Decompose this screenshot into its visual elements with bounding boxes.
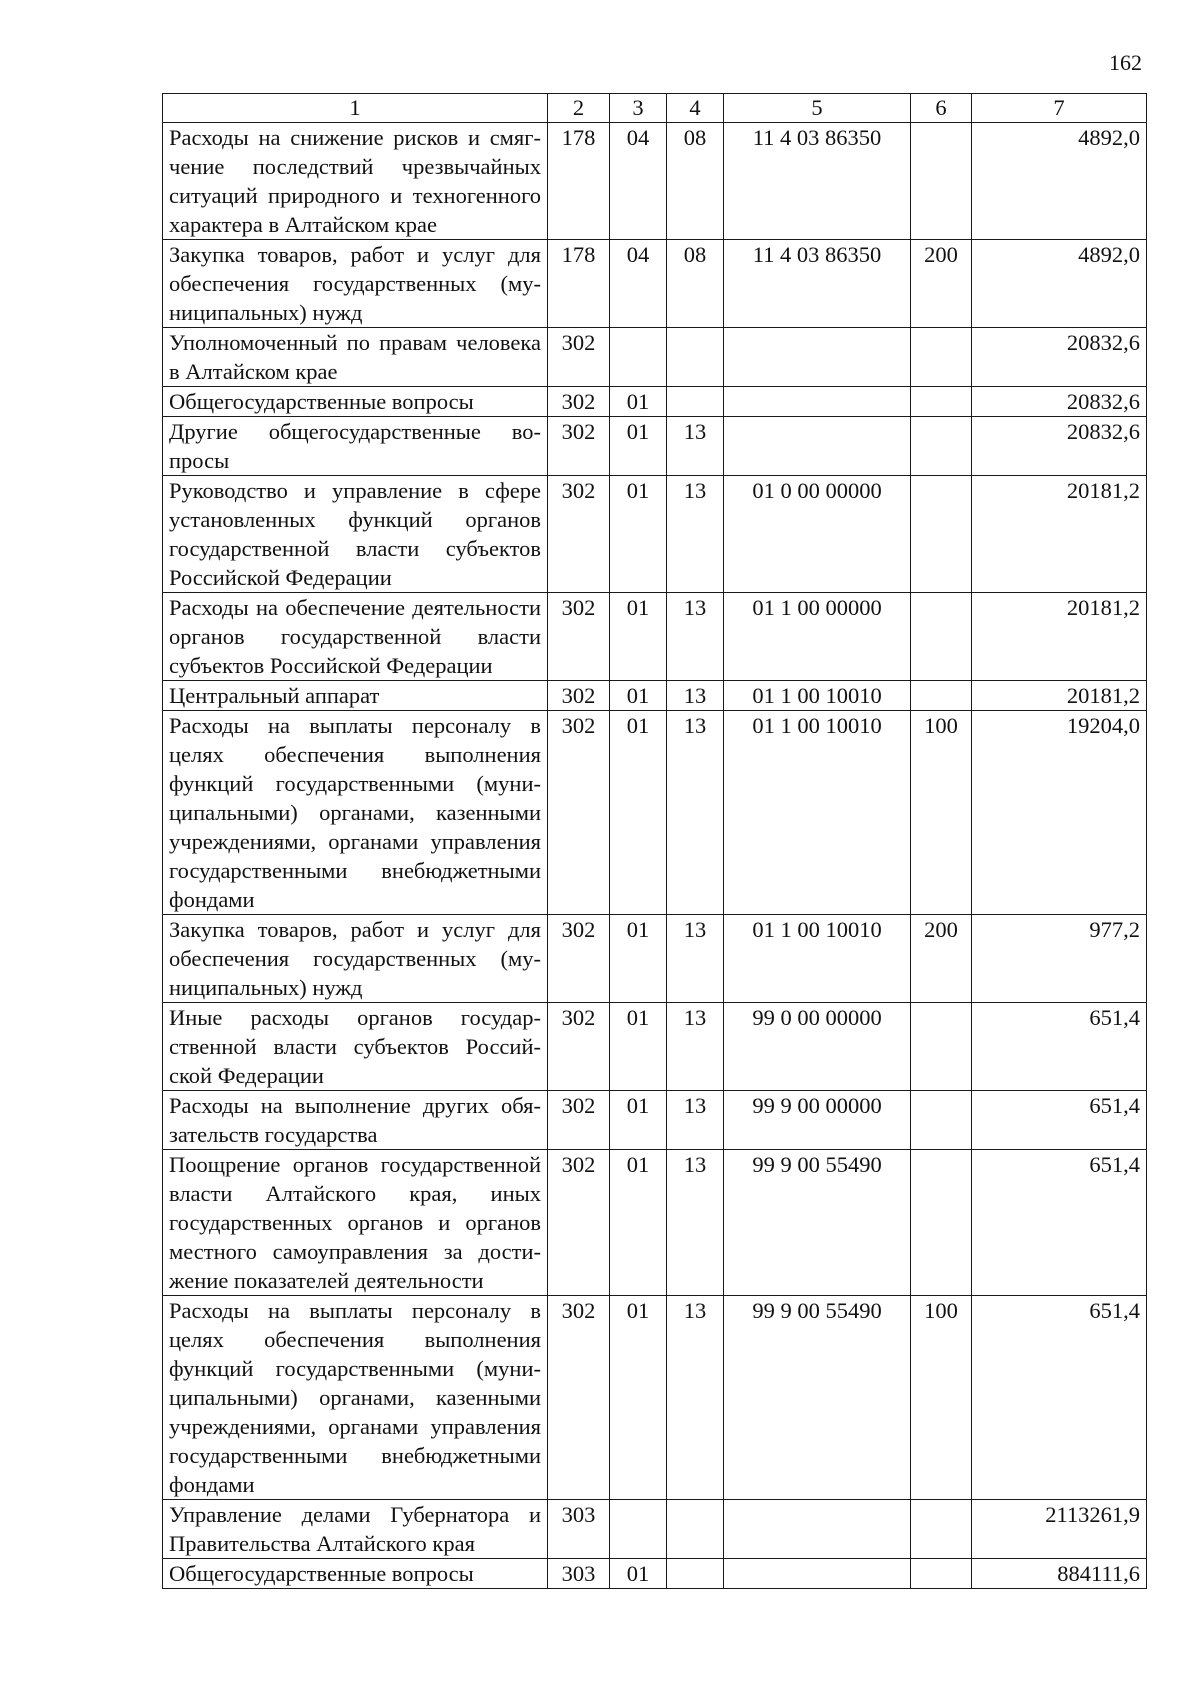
- target-article-cell: 01 0 00 00000: [724, 476, 911, 593]
- section-code-cell: [610, 1500, 667, 1559]
- page-number: 162: [1109, 50, 1142, 75]
- ministry-code-cell: 302: [548, 681, 610, 711]
- expense-name-cell: Руководство и управление в сфере установленных функций органов государственной власти субъектов Российской Федерации: [163, 476, 548, 593]
- amount-cell: 651,4: [972, 1003, 1147, 1091]
- amount-cell: 20181,2: [972, 476, 1147, 593]
- table-row: [163, 1003, 1147, 1091]
- subsection-code-cell: 13: [667, 1003, 724, 1091]
- section-code-cell: 01: [610, 593, 667, 681]
- expense-type-cell: [911, 417, 972, 476]
- subsection-code-cell: 13: [667, 593, 724, 681]
- expense-name-cell: Поощрение органов государственной власти Алтайского края, иных государственных органов и органов местного самоуправления за достижение показателей деятельности: [163, 1150, 548, 1296]
- expense-type-cell: [911, 123, 972, 240]
- amount-cell: 977,2: [972, 915, 1147, 1003]
- table-row: [163, 711, 1147, 915]
- target-article-cell: 01 1 00 10010: [724, 711, 911, 915]
- target-article-cell: [724, 1559, 911, 1589]
- expense-name-cell: Общегосударственные вопросы: [163, 1559, 548, 1589]
- column-header: 3: [610, 94, 667, 123]
- ministry-code-cell: 302: [548, 1091, 610, 1150]
- expense-name-cell: Иные расходы органов государственной власти субъектов Российской Федерации: [163, 1003, 548, 1091]
- table-row: [163, 1296, 1147, 1500]
- ministry-code-cell: 302: [548, 711, 610, 915]
- ministry-code-cell: 302: [548, 1150, 610, 1296]
- target-article-cell: 01 1 00 00000: [724, 593, 911, 681]
- table-row: [163, 328, 1147, 387]
- expense-name-cell: Расходы на обеспечение деятельности органов государственной власти субъектов Российской Федерации: [163, 593, 548, 681]
- target-article-cell: 11 4 03 86350: [724, 240, 911, 328]
- table-row: [163, 1091, 1147, 1150]
- expense-name-cell: Центральный аппарат: [163, 681, 548, 711]
- table-body: [163, 123, 1147, 1589]
- amount-cell: 651,4: [972, 1091, 1147, 1150]
- expense-name-cell: Уполномоченный по правам человека в Алтайском крае: [163, 328, 548, 387]
- amount-cell: 20832,6: [972, 387, 1147, 417]
- ministry-code-cell: 302: [548, 593, 610, 681]
- column-header: 7: [972, 94, 1147, 123]
- ministry-code-cell: 178: [548, 240, 610, 328]
- subsection-code-cell: 08: [667, 240, 724, 328]
- ministry-code-cell: 302: [548, 1296, 610, 1500]
- expense-name-cell: Другие общегосударственные вопросы: [163, 417, 548, 476]
- table-row: [163, 417, 1147, 476]
- expense-type-cell: [911, 681, 972, 711]
- section-code-cell: 01: [610, 387, 667, 417]
- column-header: 5: [724, 94, 911, 123]
- amount-cell: 884111,6: [972, 1559, 1147, 1589]
- table-header-row: [163, 94, 1147, 123]
- expense-type-cell: [911, 1150, 972, 1296]
- amount-cell: 4892,0: [972, 123, 1147, 240]
- target-article-cell: 01 1 00 10010: [724, 915, 911, 1003]
- ministry-code-cell: 302: [548, 1003, 610, 1091]
- section-code-cell: 01: [610, 1296, 667, 1500]
- section-code-cell: 04: [610, 240, 667, 328]
- column-header: 6: [911, 94, 972, 123]
- amount-cell: 19204,0: [972, 711, 1147, 915]
- target-article-cell: [724, 328, 911, 387]
- column-header: 2: [548, 94, 610, 123]
- expense-type-cell: [911, 328, 972, 387]
- table-row: [163, 1150, 1147, 1296]
- section-code-cell: 01: [610, 1091, 667, 1150]
- expense-name-cell: Расходы на выплаты персоналу в целях обеспечения выполнения функций государственными (муниципальными) органами, казенными учреждениями, органами управления государственными внебюджетными фондами: [163, 1296, 548, 1500]
- section-code-cell: 01: [610, 1150, 667, 1296]
- amount-cell: 2113261,9: [972, 1500, 1147, 1559]
- expense-name-cell: Закупка товаров, работ и услуг для обеспечения государственных (муниципальных) нужд: [163, 915, 548, 1003]
- target-article-cell: 99 9 00 55490: [724, 1296, 911, 1500]
- column-header: 4: [667, 94, 724, 123]
- subsection-code-cell: [667, 1559, 724, 1589]
- section-code-cell: 01: [610, 681, 667, 711]
- subsection-code-cell: [667, 1500, 724, 1559]
- section-code-cell: 01: [610, 1003, 667, 1091]
- table-row: [163, 123, 1147, 240]
- subsection-code-cell: 08: [667, 123, 724, 240]
- expense-name-cell: Расходы на снижение рисков и смягчение последствий чрезвычайных ситуаций природного и техногенного характера в Алтайском крае: [163, 123, 548, 240]
- ministry-code-cell: 302: [548, 328, 610, 387]
- table-row: [163, 681, 1147, 711]
- subsection-code-cell: [667, 387, 724, 417]
- expense-type-cell: [911, 1500, 972, 1559]
- expense-type-cell: 200: [911, 240, 972, 328]
- expense-type-cell: 200: [911, 915, 972, 1003]
- amount-cell: 651,4: [972, 1296, 1147, 1500]
- subsection-code-cell: 13: [667, 681, 724, 711]
- expense-type-cell: [911, 387, 972, 417]
- target-article-cell: 11 4 03 86350: [724, 123, 911, 240]
- expense-name-cell: Общегосударственные вопросы: [163, 387, 548, 417]
- ministry-code-cell: 303: [548, 1559, 610, 1589]
- amount-cell: 20832,6: [972, 328, 1147, 387]
- table-row: [163, 387, 1147, 417]
- subsection-code-cell: 13: [667, 417, 724, 476]
- ministry-code-cell: 302: [548, 915, 610, 1003]
- target-article-cell: 99 9 00 00000: [724, 1091, 911, 1150]
- subsection-code-cell: 13: [667, 1296, 724, 1500]
- amount-cell: 20181,2: [972, 593, 1147, 681]
- subsection-code-cell: 13: [667, 1091, 724, 1150]
- section-code-cell: 04: [610, 123, 667, 240]
- ministry-code-cell: 302: [548, 417, 610, 476]
- expense-type-cell: 100: [911, 711, 972, 915]
- target-article-cell: 01 1 00 10010: [724, 681, 911, 711]
- expense-name-cell: Расходы на выполнение других обязательств государства: [163, 1091, 548, 1150]
- target-article-cell: [724, 387, 911, 417]
- expense-type-cell: [911, 1559, 972, 1589]
- expense-type-cell: [911, 476, 972, 593]
- table-row: [163, 1500, 1147, 1559]
- budget-table: [162, 93, 1147, 1589]
- subsection-code-cell: 13: [667, 915, 724, 1003]
- amount-cell: 651,4: [972, 1150, 1147, 1296]
- target-article-cell: [724, 417, 911, 476]
- subsection-code-cell: 13: [667, 1150, 724, 1296]
- section-code-cell: 01: [610, 417, 667, 476]
- subsection-code-cell: 13: [667, 711, 724, 915]
- ministry-code-cell: 302: [548, 476, 610, 593]
- amount-cell: 4892,0: [972, 240, 1147, 328]
- subsection-code-cell: 13: [667, 476, 724, 593]
- subsection-code-cell: [667, 328, 724, 387]
- expense-type-cell: 100: [911, 1296, 972, 1500]
- target-article-cell: [724, 1500, 911, 1559]
- expense-type-cell: [911, 593, 972, 681]
- target-article-cell: 99 0 00 00000: [724, 1003, 911, 1091]
- section-code-cell: 01: [610, 1559, 667, 1589]
- expense-name-cell: Управление делами Губернатора и Правительства Алтайского края: [163, 1500, 548, 1559]
- table-row: [163, 1559, 1147, 1589]
- expense-type-cell: [911, 1003, 972, 1091]
- amount-cell: 20832,6: [972, 417, 1147, 476]
- section-code-cell: 01: [610, 711, 667, 915]
- amount-cell: 20181,2: [972, 681, 1147, 711]
- table-row: [163, 915, 1147, 1003]
- section-code-cell: 01: [610, 476, 667, 593]
- ministry-code-cell: 302: [548, 387, 610, 417]
- table-row: [163, 593, 1147, 681]
- ministry-code-cell: 178: [548, 123, 610, 240]
- ministry-code-cell: 303: [548, 1500, 610, 1559]
- expense-type-cell: [911, 1091, 972, 1150]
- column-header: 1: [163, 94, 548, 123]
- table-row: [163, 476, 1147, 593]
- table-row: [163, 240, 1147, 328]
- expense-name-cell: Расходы на выплаты персоналу в целях обеспечения выполнения функций государственными (муниципальными) органами, казенными учреждениями, органами управления государственными внебюджетными фондами: [163, 711, 548, 915]
- section-code-cell: [610, 328, 667, 387]
- expense-name-cell: Закупка товаров, работ и услуг для обеспечения государственных (муниципальных) нужд: [163, 240, 548, 328]
- target-article-cell: 99 9 00 55490: [724, 1150, 911, 1296]
- section-code-cell: 01: [610, 915, 667, 1003]
